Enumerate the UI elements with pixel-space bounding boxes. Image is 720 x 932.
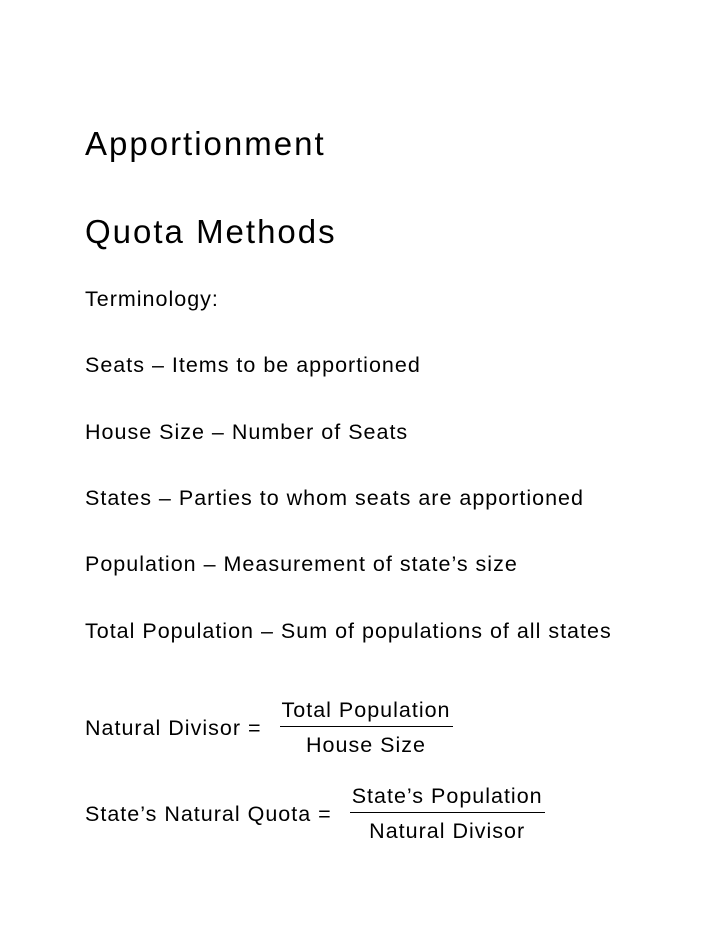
terminology-heading: Terminology: [85,287,219,311]
formula-natural-quota [85,786,545,842]
fraction-numerator: Total Population [281,698,451,722]
definition-population: Population – Measurement of state’s size [85,552,518,576]
fraction [280,700,453,756]
page-subtitle: Quota Methods [85,213,337,250]
fraction-numerator: State’s Population [351,784,543,808]
fraction-denominator: House Size [306,732,426,757]
fraction [350,786,545,842]
page-title: Apportionment [85,125,326,162]
definition-states: States – Parties to whom seats are apportioned [85,486,584,510]
definition-house-size: House Size – Number of Seats [85,420,409,444]
definition-total-population: Total Population – Sum of populations of all states [85,619,612,643]
formula-lhs: State’s Natural Quota = [85,801,332,826]
definition-seats: Seats – Items to be apportioned [85,353,421,377]
fraction-denominator: Natural Divisor [369,818,526,843]
formula-natural-divisor [85,700,453,756]
formula-lhs: Natural Divisor = [85,715,262,740]
